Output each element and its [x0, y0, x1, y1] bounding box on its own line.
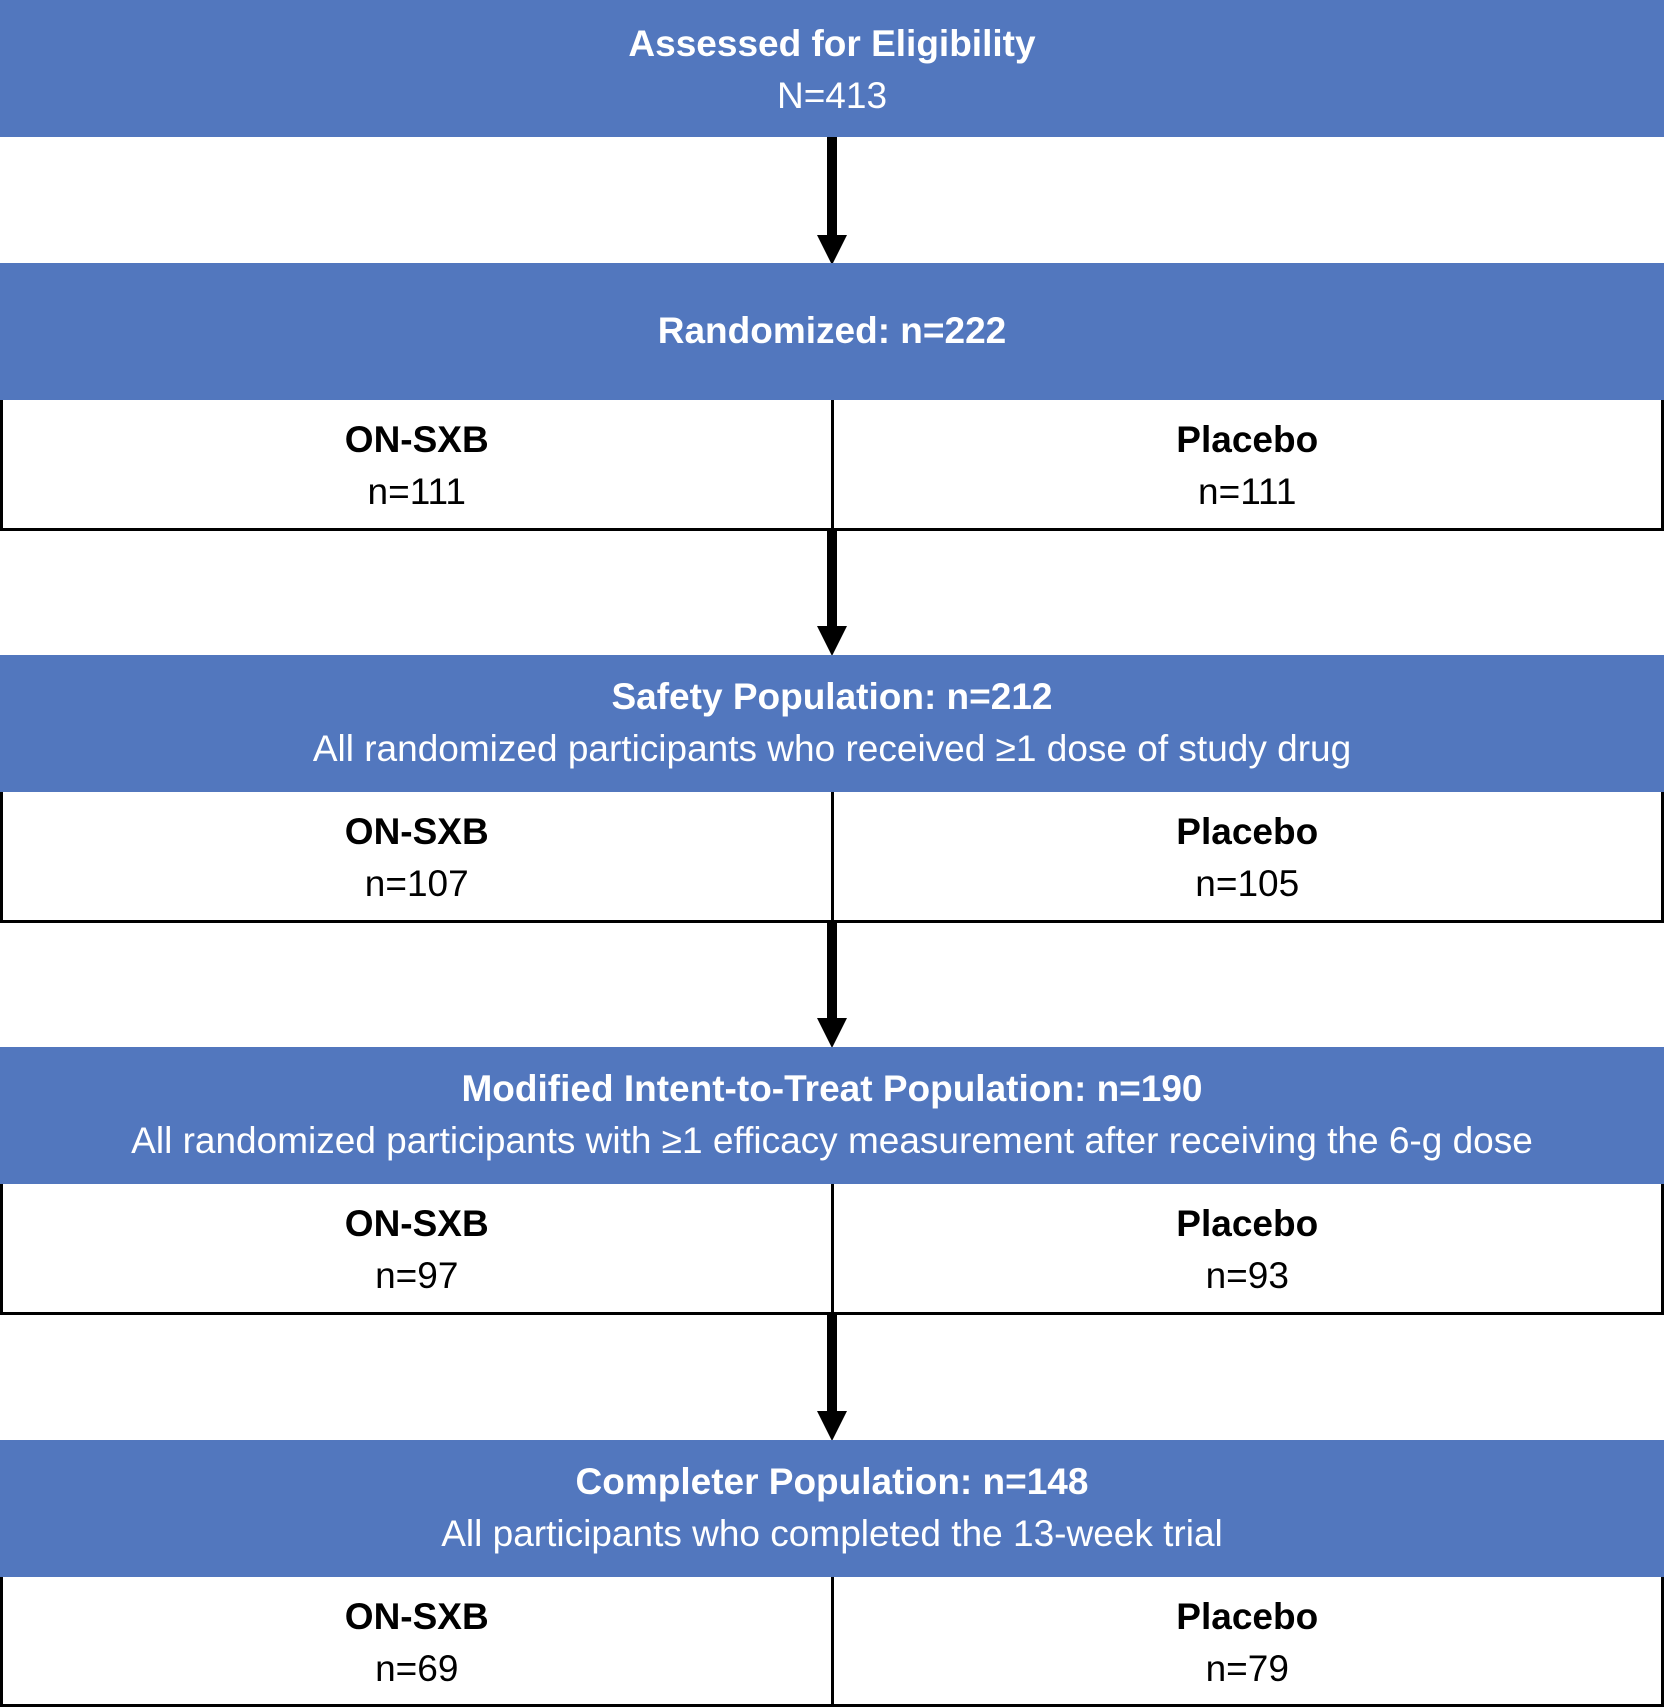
mitt-arm-placebo [834, 1184, 1662, 1312]
arm-count: n=105 [1195, 863, 1300, 904]
arm-count: n=79 [1205, 1648, 1289, 1689]
randomized-arms [0, 400, 1664, 531]
arrow-assessed-to-randomized [820, 137, 844, 265]
safety-arm-placebo [834, 792, 1662, 920]
arm-label: Placebo [1176, 1203, 1319, 1244]
mitt-banner [0, 1047, 1664, 1184]
mitt-arms [0, 1184, 1664, 1315]
mitt-arm-on-sxb [3, 1184, 834, 1312]
arm-label: Placebo [1176, 811, 1319, 852]
safety-banner [0, 655, 1664, 792]
assessed-title: Assessed for Eligibility [628, 23, 1036, 64]
randomized-arm-on-sxb [3, 400, 834, 528]
randomized-arm-placebo [834, 400, 1662, 528]
arm-label: ON-SXB [344, 811, 489, 852]
completer-banner [0, 1440, 1664, 1577]
safety-title: Safety Population: n=212 [611, 676, 1053, 717]
completer-arms [0, 1577, 1664, 1707]
mitt-description: All randomized participants with ≥1 efficacy measurement after receiving the 6-g dose [131, 1120, 1533, 1161]
completer-arm-placebo [834, 1577, 1662, 1704]
arm-count: n=107 [364, 863, 469, 904]
arm-count: n=111 [367, 471, 466, 512]
arrow-randomized-to-safety [820, 531, 844, 656]
arm-count: n=111 [1198, 471, 1297, 512]
randomized-banner [0, 263, 1664, 400]
arm-label: Placebo [1176, 1596, 1319, 1637]
mitt-title: Modified Intent-to-Treat Population: n=190 [461, 1068, 1203, 1109]
arm-label: ON-SXB [344, 1203, 489, 1244]
completer-description: All participants who completed the 13-week trial [441, 1513, 1223, 1554]
assessed-banner [0, 0, 1664, 137]
arm-label: Placebo [1176, 419, 1319, 460]
arrow-safety-to-mitt [820, 923, 844, 1048]
safety-arms [0, 792, 1664, 923]
randomized-title: Randomized: n=222 [657, 310, 1007, 351]
arm-count: n=97 [375, 1255, 459, 1296]
completer-arm-on-sxb [3, 1577, 834, 1704]
arm-label: ON-SXB [344, 419, 489, 460]
arm-label: ON-SXB [344, 1596, 489, 1637]
arm-count: n=93 [1205, 1255, 1289, 1296]
assessed-count: N=413 [776, 75, 888, 116]
arm-count: n=69 [375, 1648, 459, 1689]
arrow-mitt-to-completer [820, 1315, 844, 1441]
completer-title: Completer Population: n=148 [575, 1461, 1089, 1502]
safety-arm-on-sxb [3, 792, 834, 920]
safety-description: All randomized participants who received ≥1 dose of study drug [312, 728, 1352, 769]
